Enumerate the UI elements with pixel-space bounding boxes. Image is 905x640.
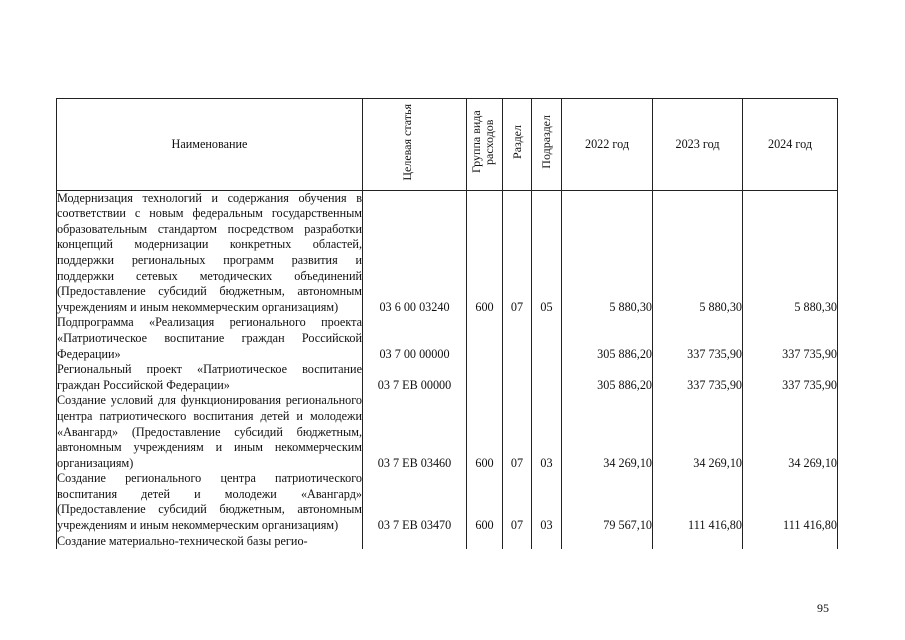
header-name <box>57 99 363 191</box>
row-value-2022: 305 886,20 <box>562 362 653 393</box>
row-name: Региональный проект «Патриотическое воспитание граждан Российской Федерации» <box>57 362 362 392</box>
row-target-article: 03 6 00 03240 <box>363 190 467 315</box>
row-expense-group: 600 <box>467 471 503 533</box>
header-target-article-text: Целевая статья <box>399 103 414 181</box>
header-section-text: Раздел <box>509 125 524 159</box>
row-subsection: 03 <box>532 471 562 533</box>
row-section <box>503 362 532 393</box>
row-value-2023: 5 880,30 <box>653 190 743 315</box>
row-subsection: 03 <box>532 393 562 471</box>
row-value-2024: 337 735,90 <box>743 315 838 362</box>
row-subsection: 05 <box>532 190 562 315</box>
header-subsection-text: Подраздел <box>539 115 553 169</box>
page-number: 95 <box>817 601 829 615</box>
table-row <box>57 362 838 393</box>
header-year-2023-text: 2023 год <box>675 136 720 151</box>
table-row <box>57 534 838 550</box>
table-row <box>57 393 838 471</box>
row-value-2022: 5 880,30 <box>562 190 653 315</box>
row-target-article: 03 7 00 00000 <box>363 315 467 362</box>
row-value-2024: 111 416,80 <box>743 471 838 533</box>
row-subsection <box>532 534 562 550</box>
row-name: Создание материально-технической базы регио- <box>57 534 363 550</box>
row-section: 07 <box>503 471 532 533</box>
row-value-2023: 111 416,80 <box>653 471 743 533</box>
row-section <box>503 315 532 362</box>
row-target-article <box>363 534 467 550</box>
row-target-article: 03 7 ЕВ 00000 <box>363 362 467 393</box>
row-value-2023: 337 735,90 <box>653 362 743 393</box>
row-expense-group: 600 <box>467 190 503 315</box>
row-value-2022: 34 269,10 <box>562 393 653 471</box>
header-target-article <box>363 99 467 191</box>
row-subsection <box>532 315 562 362</box>
row-value-2024: 337 735,90 <box>743 362 838 393</box>
row-name: Создание условий для функционирования регионального центра патриотического воспитания детей и молодежи «Авангард» (Предоставление субсидий бюджетным, автономным учреждениям и иным некоммерческим организациям) <box>57 393 362 470</box>
row-value-2023 <box>653 534 743 550</box>
table-row <box>57 190 838 315</box>
row-section: 07 <box>503 393 532 471</box>
header-name-text: Наименование <box>171 136 248 151</box>
header-year-2024 <box>743 99 838 191</box>
table-row <box>57 471 838 533</box>
row-value-2022: 305 886,20 <box>562 315 653 362</box>
header-section <box>503 99 532 191</box>
row-expense-group <box>467 315 503 362</box>
header-year-2022 <box>562 99 653 191</box>
row-name: Подпрограмма «Реализация регионального проекта «Патриотическое воспитание граждан Российской Федерации» <box>57 315 362 361</box>
header-subsection <box>532 99 562 191</box>
row-expense-group <box>467 362 503 393</box>
row-value-2022 <box>562 534 653 550</box>
row-value-2023: 337 735,90 <box>653 315 743 362</box>
row-value-2024: 34 269,10 <box>743 393 838 471</box>
table-header-row <box>57 99 838 191</box>
row-subsection <box>532 362 562 393</box>
row-value-2024 <box>743 534 838 550</box>
row-value-2023: 34 269,10 <box>653 393 743 471</box>
header-year-2022-text: 2022 год <box>584 136 630 151</box>
header-expense-group <box>467 99 503 191</box>
row-expense-group: 600 <box>467 393 503 471</box>
header-expense-group-text: Группа вида расходов <box>468 110 496 174</box>
table-row <box>57 315 838 362</box>
row-target-article: 03 7 ЕВ 03460 <box>363 393 467 471</box>
header-year-2024-text: 2024 год <box>767 136 813 151</box>
row-name: Модернизация технологий и содержания обучения в соответствии с новым федеральным государственным образовательным стандартом посредством разработки концепций модернизации конкретных областей, поддержки региональных программ развития и поддержки сетевых методических объединений (Предоставление субсидий бюджетным, автономным учреждениям и иным некоммерческим организациям) <box>57 190 362 314</box>
row-section <box>503 534 532 550</box>
header-year-2023 <box>653 99 743 191</box>
row-name: Создание регионального центра патриотического воспитания детей и молодежи «Авангард» (Предоставление субсидий бюджетным, автономным учреждениям и иным некоммерческим организациям) <box>57 471 362 533</box>
row-value-2022: 79 567,10 <box>562 471 653 533</box>
row-section: 07 <box>503 190 532 315</box>
budget-table <box>56 98 838 549</box>
row-expense-group <box>467 534 503 550</box>
row-target-article: 03 7 ЕВ 03470 <box>363 471 467 533</box>
row-value-2024: 5 880,30 <box>743 190 838 315</box>
